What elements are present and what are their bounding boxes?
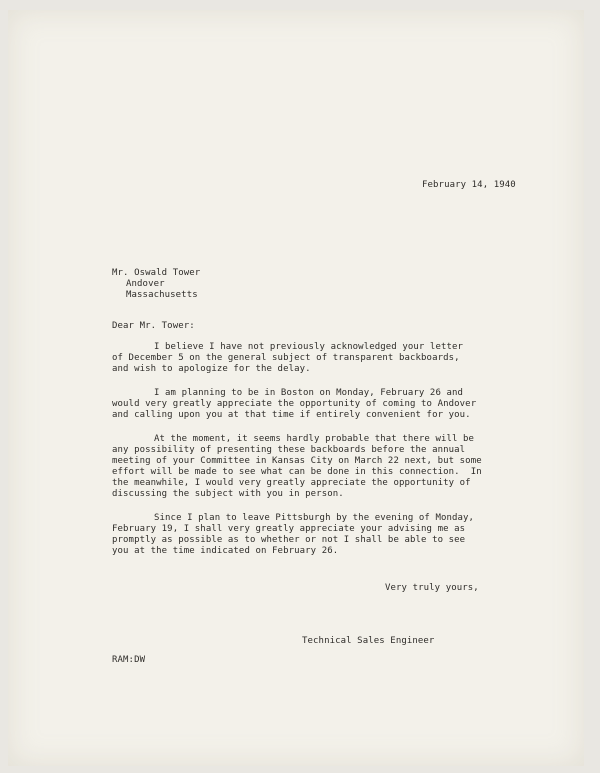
recipient-state: Massachusetts [126, 290, 198, 300]
recipient-city: Andover [126, 279, 165, 289]
paragraph-line: I believe I have not previously acknowledged your letter [154, 342, 464, 352]
paragraph-line: effort will be made to see what can be done in this connection. In [112, 467, 482, 477]
paragraph-line: February 19, I shall very greatly appreciate your advising me as [112, 524, 466, 534]
salutation: Dear Mr. Tower: [112, 321, 195, 331]
paragraph-3 [112, 434, 482, 500]
paragraph-line: meeting of your Committee in Kansas City on March 22 next, but some [112, 456, 482, 466]
recipient-name: Mr. Oswald Tower [112, 268, 201, 278]
paragraph-line: discussing the subject with you in person. [112, 489, 344, 499]
paragraph-line: the meanwhile, I would very greatly appreciate the opportunity of [112, 478, 471, 488]
closing: Very truly yours, [385, 583, 479, 593]
paragraph-1 [112, 342, 464, 375]
letter-page [8, 10, 584, 766]
signature-title: Technical Sales Engineer [302, 636, 435, 646]
paragraph-line: and wish to apologize for the delay. [112, 364, 311, 374]
paragraph-line: any possibility of presenting these backboards before the annual [112, 445, 466, 455]
paragraph-4 [112, 513, 475, 557]
paragraph-line: promptly as possible as to whether or not I shall be able to see [112, 535, 466, 545]
typist-initials: RAM:DW [112, 655, 146, 665]
paragraph-line: would very greatly appreciate the opportunity of coming to Andover [112, 399, 477, 409]
paragraph-line: and calling upon you at that time if entirely convenient for you. [112, 410, 471, 420]
paragraph-line: I am planning to be in Boston on Monday, February 26 and [154, 388, 464, 398]
paragraph-line: you at the time indicated on February 26. [112, 546, 339, 556]
paragraph-line: Since I plan to leave Pittsburgh by the evening of Monday, [154, 513, 475, 523]
paragraph-line: At the moment, it seems hardly probable that there will be [154, 434, 475, 444]
paragraph-line: of December 5 on the general subject of transparent backboards, [112, 353, 460, 363]
recipient-address [112, 268, 200, 301]
paragraph-2 [112, 388, 476, 421]
letter-date: February 14, 1940 [422, 180, 516, 190]
